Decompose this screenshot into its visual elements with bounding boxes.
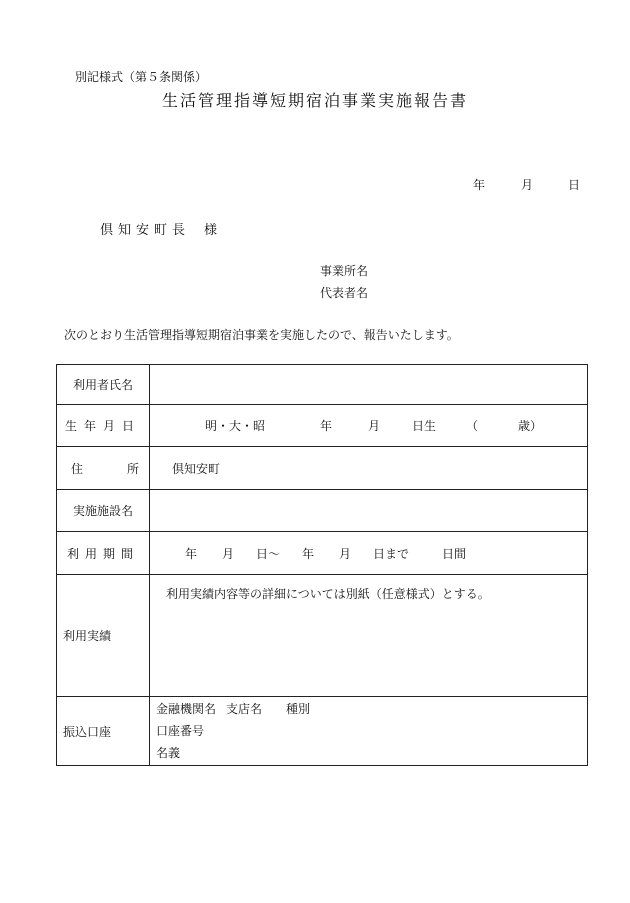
date-day: 日: [568, 178, 581, 192]
addressee: [100, 219, 222, 238]
row-user-name: [57, 365, 588, 405]
business-name-label: 事業所名: [320, 264, 369, 278]
results-field[interactable]: [150, 575, 588, 697]
intro-text: 次のとおり生活管理指導短期宿泊事業を実施したので、報告いたします。: [64, 328, 459, 342]
bank-institution: 金融機関名: [156, 702, 217, 716]
period-month-1: 月: [222, 547, 235, 561]
bank-holder: 名義: [156, 746, 181, 760]
birthdate-eras[interactable]: 明・大・昭: [205, 419, 266, 433]
birthdate-day: 日生: [412, 419, 437, 433]
age-open: （: [466, 419, 479, 433]
addressee-honorific: 様: [204, 223, 223, 238]
bank-type: 種別: [286, 702, 311, 716]
form-label: 別記様式（第５条関係）: [75, 70, 208, 84]
period-year-1: 年: [185, 547, 198, 561]
birthdate-field[interactable]: [150, 405, 588, 447]
address-label-1: 住: [71, 461, 84, 476]
period-month-2: 月: [339, 547, 352, 561]
row-facility: [57, 490, 588, 532]
results-note: 利用実績内容等の詳細については別紙（任意様式）とする。: [166, 587, 490, 601]
date-year: 年: [473, 178, 486, 192]
address-label-2: 所: [126, 461, 139, 476]
date-month: 月: [521, 178, 534, 192]
row-address: [57, 447, 588, 490]
period-field[interactable]: [150, 532, 588, 575]
address-value: 倶知安町: [172, 462, 221, 476]
bank-account-number: 口座番号: [156, 724, 205, 738]
period-days: 日間: [442, 547, 467, 561]
bank-branch: 支店名: [226, 702, 263, 716]
report-table: [56, 364, 588, 766]
bank-field[interactable]: [150, 697, 588, 766]
document-title: 生活管理指導短期宿泊事業実施報告書: [161, 91, 468, 110]
address-label: [57, 447, 150, 490]
period-year-2: 年: [302, 547, 315, 561]
period-label: 利用期間: [57, 532, 150, 575]
age-close: 歳）: [518, 419, 543, 433]
facility-label: 実施施設名: [57, 490, 150, 532]
bank-label: 振込口座: [57, 697, 150, 766]
address-field[interactable]: [150, 447, 588, 490]
birthdate-label: 生年月日: [57, 405, 150, 447]
results-label: 利用実績: [57, 575, 150, 697]
period-day-from: 日〜: [256, 547, 281, 561]
user-name-field[interactable]: [150, 365, 588, 405]
row-results: [57, 575, 588, 697]
birthdate-month: 月: [368, 419, 381, 433]
period-day-to: 日まで: [373, 547, 410, 561]
row-birthdate: [57, 405, 588, 447]
row-period: [57, 532, 588, 575]
row-bank: [57, 697, 588, 766]
user-name-label: 利用者氏名: [57, 365, 150, 405]
facility-field[interactable]: [150, 490, 588, 532]
addressee-name: 倶知安町長: [100, 223, 191, 238]
representative-label: 代表者名: [320, 286, 369, 300]
birthdate-year: 年: [320, 419, 333, 433]
